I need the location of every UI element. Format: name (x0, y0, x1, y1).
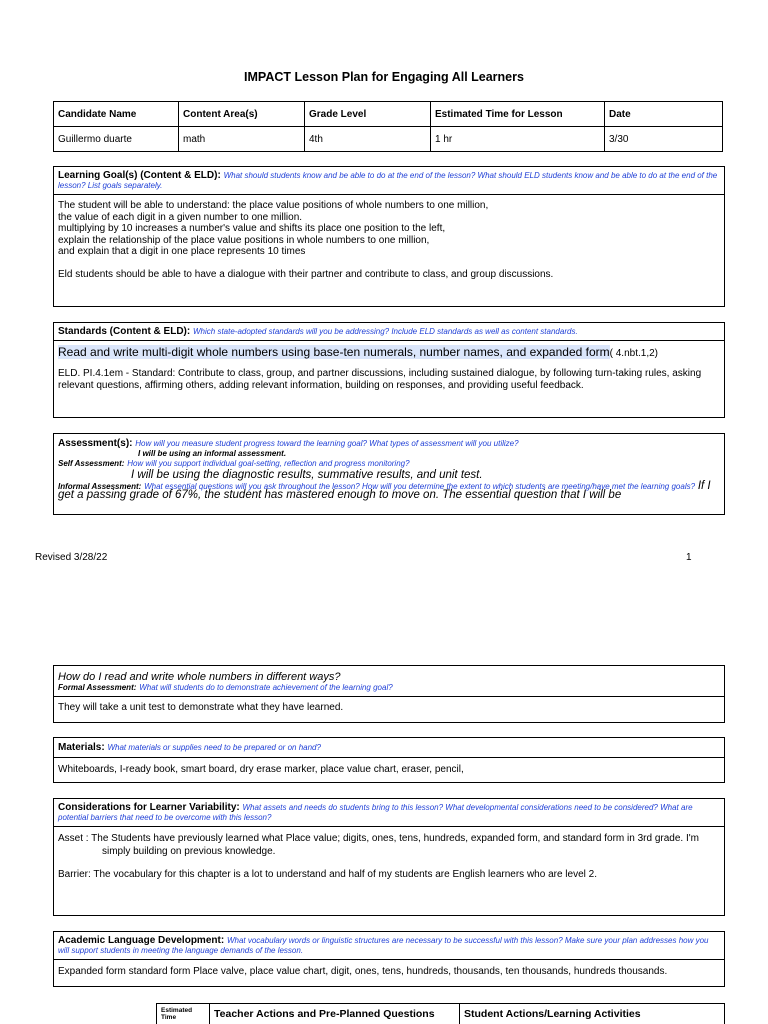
learner-asset: Asset : The Students have previously learned what Place value; digits, ones, tens, hundreds, expanded form, and standard form in 3rd grade. I'm simply building on previous knowledge. (58, 833, 699, 857)
informal-assessment-prompt: What essential questions will you ask throughout the lesson? How will you determine the extent to which students are meeting/have met the learning goals? (144, 482, 696, 491)
standards-header (54, 323, 724, 341)
materials-section (53, 737, 725, 783)
assessment-label: Assessment(s): (58, 438, 133, 449)
formal-assessment-section (53, 665, 725, 723)
learning-goals-prompt: What should students know and be able to do at the end of the lesson? What should ELD students know and be able to do at the end of the lesson? List goals separately. (58, 171, 718, 190)
standards-prompt: Which state-adopted standards will you be addressing? Include ELD standards as well as content standards. (193, 327, 578, 336)
standard-content-highlight: Read and write multi-digit whole numbers using base-ten numerals, number names, and expanded form (58, 345, 610, 359)
footer-revised: Revised 3/28/22 (35, 552, 108, 563)
learner-variability-header (54, 799, 724, 827)
learning-goals-text: The student will be able to understand: the place value positions of whole numbers to one million, the value of each digit in a given number to one million. multiplying by 10 increases a number's value and shifts its place one position to the left, explain the relationship of the place value positions in whole numbers to one million, and explain that a digit in one place represents 10 times (58, 200, 489, 257)
learner-variability-body (54, 827, 724, 884)
info-value-row (54, 127, 723, 152)
assessment-section (53, 433, 725, 515)
learner-variability-section (53, 798, 725, 916)
learner-barrier: Barrier: The vocabulary for this chapter is a lot to understand and half of my students are English learners who are level 2. (58, 869, 597, 880)
essential-question: How do I read and write whole numbers in different ways? (58, 671, 341, 683)
standards-label: Standards (Content & ELD): (58, 326, 191, 337)
learner-variability-label: Considerations for Learner Variability: (58, 802, 240, 813)
academic-language-header (54, 932, 724, 960)
formal-assessment-prompt: What will students do to demonstrate achievement of the learning goal? (139, 683, 393, 692)
formal-assessment-header (54, 666, 724, 697)
learning-goals-header: Learning Goal(s) (Content & ELD): What should students know and be able to do at the end of the lesson? What should ELD students know and be able to do at the end of the lesson? List goals separately. (54, 167, 724, 195)
value-estimated-time: 1 hr (431, 127, 605, 152)
header-date: Date (605, 102, 723, 127)
formal-assessment-answer: They will take a unit test to demonstrate what they have learned. (58, 702, 344, 713)
academic-language-prompt: What vocabulary words or linguistic structures are necessary to be successful with this lesson? Make sure your plan addresses how you will support students in meeting the language demands of the lesson. (58, 936, 709, 955)
learner-variability-prompt: What assets and needs do students bring to this lesson? What developmental considerations need to be considered? What are potential barriers that need to be overcome with this lesson? (58, 803, 693, 822)
header-estimated-time-col: Estimated Time (157, 1004, 210, 1024)
standards-section (53, 322, 725, 418)
header-teacher-actions: Teacher Actions and Pre-Planned Questions (210, 1004, 460, 1024)
learning-goals-label: Learning Goal(s) (Content & ELD) (58, 170, 218, 181)
formal-assessment-label: Formal Assessment: (58, 683, 137, 692)
learning-goals-body (54, 195, 724, 283)
academic-language-body: Expanded form standard form Place valve, place value chart, digit, ones, tens, hundreds, thousands, ten thousands, hundreds thousands. (58, 966, 668, 977)
assessment-prompt: How will you measure student progress toward the learning goal? What types of assessment will you utilize? (135, 439, 519, 448)
header-content-area: Content Area(s) (179, 102, 305, 127)
info-table (53, 101, 723, 152)
lesson-plan-header-row (157, 1004, 725, 1024)
page-title: IMPACT Lesson Plan for Engaging All Learners (244, 70, 524, 84)
academic-language-section (53, 931, 725, 987)
value-content-area: math (179, 127, 305, 152)
header-estimated-time: Estimated Time for Lesson (431, 102, 605, 127)
self-assessment-prompt: How will you support individual goal-setting, reflection and progress monitoring? (127, 459, 410, 468)
info-header-row (54, 102, 723, 127)
materials-label: Materials: (58, 742, 105, 753)
header-student-actions: Student Actions/Learning Activities (460, 1004, 725, 1024)
materials-body: Whiteboards, I-ready book, smart board, dry erase marker, place value chart, eraser, pencil, (58, 764, 464, 775)
standard-eld: ELD. PI.4.1em - Standard: Contribute to class, group, and partner discussions, including sustained dialogue, by following turn-taking rules, asking relevant questions, affirming others, adding relevant information, building on responses, and providing useful feedback. (58, 368, 702, 391)
standard-code: ( 4.nbt.1,2) (609, 348, 658, 359)
value-candidate-name: Guillermo duarte (54, 127, 179, 152)
learning-goals-eld: Eld students should be able to have a dialogue with their partner and contribute to class, and group discussions. (58, 268, 554, 280)
learning-goals-section (53, 166, 725, 307)
materials-prompt: What materials or supplies need to be prepared or on hand? (107, 743, 321, 752)
academic-language-label: Academic Language Development: (58, 935, 225, 946)
informal-assessment-answer: If I get a passing grade of 67%, the student has mastered enough to move on. The essential question that I will be (58, 480, 711, 501)
assessment-answer-informal: I will be using an informal assessment. (138, 449, 287, 458)
header-grade-level: Grade Level (305, 102, 431, 127)
footer-page-number: 1 (686, 552, 692, 563)
self-assessment-label: Self Assessment: (58, 459, 125, 468)
informal-assessment-label: Informal Assessment: (58, 482, 142, 491)
header-candidate-name: Candidate Name (54, 102, 179, 127)
value-date: 3/30 (605, 127, 723, 152)
materials-header (54, 738, 724, 758)
lesson-plan-table (156, 1003, 725, 1024)
value-grade-level: 4th (305, 127, 431, 152)
standards-body (54, 341, 724, 394)
self-assessment-answer: I will be using the diagnostic results, summative results, and unit test. (131, 469, 483, 481)
